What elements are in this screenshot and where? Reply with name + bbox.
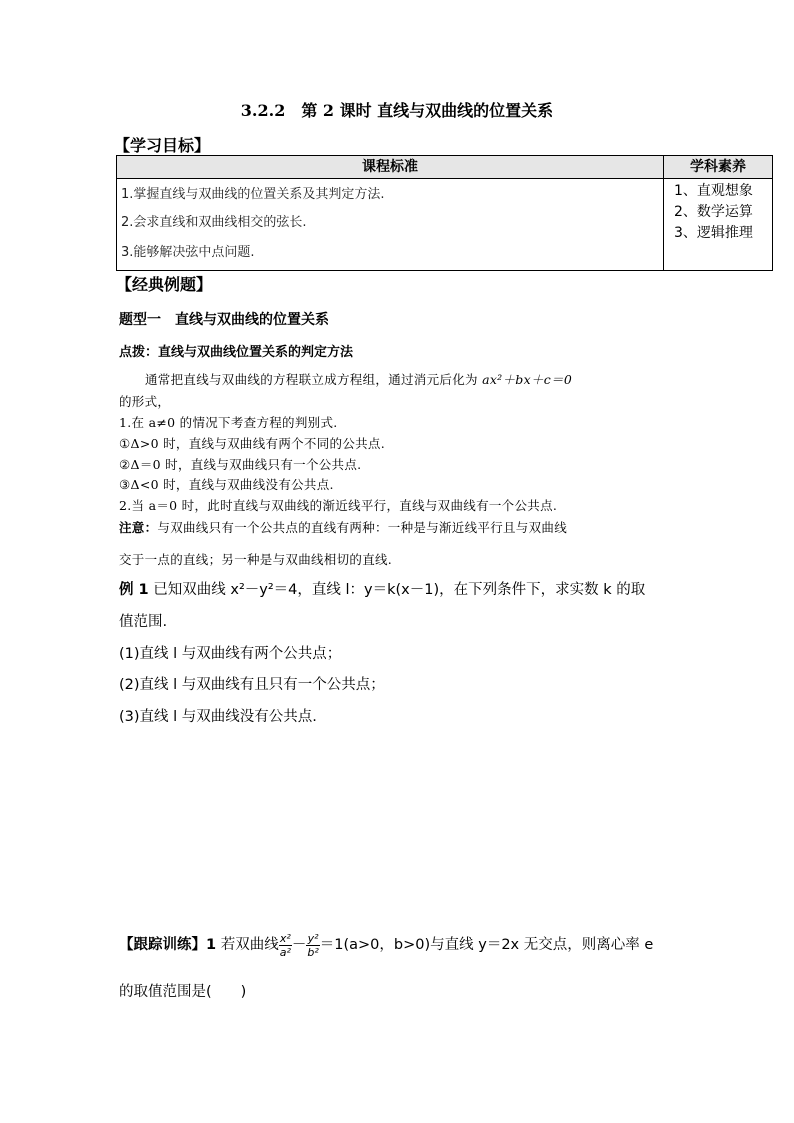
example1-label: 例 1 [119,582,149,598]
standard-item: 1.掌握直线与双曲线的位置关系及其判定方法. [121,187,385,202]
tip-paragraph-line2: 的形式， [119,394,171,409]
note-label: 注意： [119,520,158,535]
example1-question: (1)直线 l 与双曲线有两个公共点； [119,646,342,662]
literacy-item: 3、逻辑推理 [674,225,753,241]
tip-paragraph-text: 通常把直线与双曲线的方程联立成方程组，通过消元后化为 [145,372,483,387]
learning-goals-heading: 【学习目标】 [114,136,211,155]
examples-heading: 【经典例题】 [116,275,213,294]
col-header-literacy: 学科素养 [664,156,773,179]
literacy-item: 2、数学运算 [674,204,753,220]
note-line2: 交于一点的直线；另一种是与双曲线相切的直线. [119,552,393,567]
tip-formula: ax²＋bx＋c＝0 [482,372,573,387]
literacy-item: 1、直观想象 [674,183,753,199]
minus-sign: － [291,937,307,953]
training-text-rest: ＝1(a>0，b>0)与直线 y＝2x 无交点，则离心率 e [319,937,654,953]
example1-question: (3)直线 l 与双曲线没有公共点. [119,709,317,725]
standards-cell [117,179,664,271]
standard-item: 3.能够解决弦中点问题. [121,245,255,260]
example1-text: 已知双曲线 x²－y²＝4，直线 l：y＝k(x－1)，在下列条件下，求实数 k 的取 [153,582,646,598]
tip-item: ③Δ<0 时，直线与双曲线没有公共点. [119,477,334,492]
col-header-standard: 课程标准 [117,156,664,179]
fraction-x2-a2: $\frac{\text{x²}}{\text{a²}}$ [279,931,291,959]
literacy-cell [664,179,773,271]
training-line2: 的取值范围是( ) [119,984,247,1000]
training-label: 【跟踪训练】1 [119,937,217,953]
example1-line1 [119,578,645,599]
page-title: 3.2.2 第 2 课时 直线与双曲线的位置关系 [240,101,554,120]
training-text: 若双曲线 [216,937,279,953]
training-line1 [119,930,653,960]
type1-heading: 题型一 直线与双曲线的位置关系 [119,312,329,328]
example1-line2: 值范围. [119,614,168,630]
tip-item: 1.在 a≠0 的情况下考查方程的判别式. [119,415,338,430]
note-text: 与双曲线只有一个公共点的直线有两种：一种是与渐近线平行且与双曲线 [157,520,568,535]
learning-goals-table [116,155,773,271]
note-line1 [119,518,567,536]
standard-item: 2.会求直线和双曲线相交的弦长. [121,215,307,230]
example1-question: (2)直线 l 与双曲线有且只有一个公共点； [119,677,385,693]
tip-paragraph-line1 [145,370,572,388]
tip-item: ②Δ＝0 时，直线与双曲线只有一个公共点. [119,457,362,472]
tip-title: 点拨：直线与双曲线位置关系的判定方法 [119,345,354,360]
tip-item: ①Δ>0 时，直线与双曲线有两个不同的公共点. [119,436,386,451]
tip-item: 2.当 a＝0 时，此时直线与双曲线的渐近线平行，直线与双曲线有一个公共点. [119,498,558,513]
fraction-y2-b2: $\frac{\text{y²}}{\text{b²}}$ [307,931,319,959]
